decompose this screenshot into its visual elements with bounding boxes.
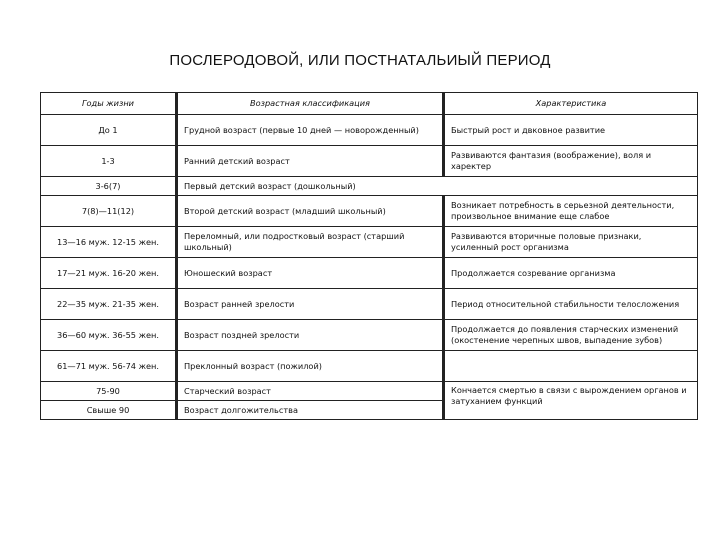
table-row: [40, 382, 698, 401]
cell-age: Свыше 90: [40, 401, 176, 420]
header-characteristic: Характеристика: [443, 92, 698, 115]
cell-age: 17—21 муж. 16-20 жен.: [40, 258, 176, 289]
cell-description: Возникает потребность в серьезной деятельности, произвольное внимание еще слабое: [443, 196, 698, 227]
table-row: [40, 146, 698, 177]
table-row: [40, 227, 698, 258]
age-classification-table: [40, 92, 698, 420]
cell-age: 3-6(7): [40, 177, 176, 196]
cell-classification: Старческий возраст: [176, 382, 443, 401]
table-row: [40, 320, 698, 351]
cell-age: 13—16 муж. 12-15 жен.: [40, 227, 176, 258]
table-row: [40, 351, 698, 382]
cell-age: 7(8)—11(12): [40, 196, 176, 227]
cell-description: Кончается смертью в связи с вырождением органов и затуханием функций: [443, 382, 698, 420]
cell-classification: Возраст ранней зрелости: [176, 289, 443, 320]
cell-classification: Переломный, или подростковый возраст (старший школьный): [176, 227, 443, 258]
cell-classification: Грудной возраст (первые 10 дней — новорожденный): [176, 115, 443, 146]
cell-classification: Ранний детский возраст: [176, 146, 443, 177]
header-years: Годы жизни: [40, 92, 176, 115]
cell-description: Продолжается до появления старческих изменений (окостенение черепных швов, выпадение зубов): [443, 320, 698, 351]
cell-age: До 1: [40, 115, 176, 146]
cell-classification: Возраст поздней зрелости: [176, 320, 443, 351]
page-title: ПОСЛЕРОДОВОЙ, ИЛИ ПОСТНАТАЛЬИЫЙ ПЕРИОД: [169, 52, 551, 69]
table-header-row: [40, 92, 698, 115]
cell-description: Развиваются фантазия (воображение), воля и харектер: [443, 146, 698, 177]
table-row: [40, 177, 698, 196]
cell-age: 22—35 муж. 21-35 жен.: [40, 289, 176, 320]
table-row: [40, 196, 698, 227]
cell-classification: Преклонный возраст (пожилой): [176, 351, 443, 382]
cell-age: 75-90: [40, 382, 176, 401]
cell-classification: Первый детский возраст (дошкольный): [176, 177, 443, 196]
header-classification: Возрастная классификация: [176, 92, 443, 115]
table-row: [40, 258, 698, 289]
cell-classification: Юношеский возраст: [176, 258, 443, 289]
cell-description: [443, 177, 698, 196]
cell-classification: Возраст долгожительства: [176, 401, 443, 420]
cell-classification: Второй детский возраст (младший школьный): [176, 196, 443, 227]
cell-age: 36—60 муж. 36-55 жен.: [40, 320, 176, 351]
cell-description: Период относительной стабильности телосложения: [443, 289, 698, 320]
cell-description: Быстрый рост и двковное развитие: [443, 115, 698, 146]
table-row: [40, 115, 698, 146]
cell-age: 61—71 муж. 56-74 жен.: [40, 351, 176, 382]
cell-description: [443, 351, 698, 382]
cell-description: Развиваются вторичные половые признаки, усиленный рост организма: [443, 227, 698, 258]
table-row: [40, 289, 698, 320]
cell-description: Продолжается созревание организма: [443, 258, 698, 289]
cell-age: 1-3: [40, 146, 176, 177]
